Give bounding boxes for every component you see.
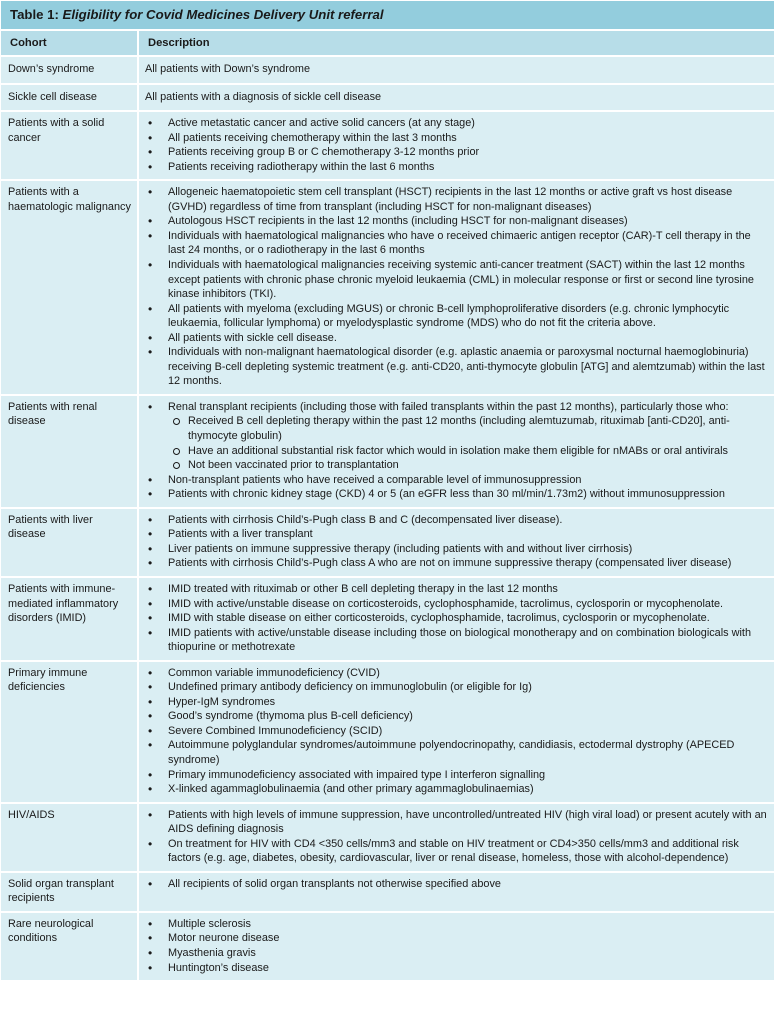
list-item: • Common variable immunodeficiency (CVID) <box>168 666 768 681</box>
list-item: • Patients receiving group B or C chemotherapy 3-12 months prior <box>168 145 768 160</box>
cohort-cell: Sickle cell disease <box>1 84 138 112</box>
description-cell <box>138 661 774 803</box>
cohort-cell: HIV/AIDS <box>1 803 138 872</box>
list-item: • Good’s syndrome (thymoma plus B-cell deficiency) <box>168 709 768 724</box>
description-cell: All patients with Down’s syndrome <box>138 56 774 84</box>
eligibility-document <box>1 1 774 1022</box>
list-item: • Allogeneic haematopoietic stem cell transplant (HSCT) recipients in the last 12 months or active graft vs host disease (GVHD) regardless of time from transplant (including HSCT for non-malignant diseases) <box>168 185 768 214</box>
table-row <box>1 84 774 112</box>
list-item: • Multiple sclerosis <box>168 917 768 932</box>
list-item: • IMID patients with active/unstable disease including those on biological monotherapy and on combination biologicals with thiopurine or methotrexate <box>168 626 768 655</box>
list-item: • Patients with high levels of immune suppression, have uncontrolled/untreated HIV (high viral load) or present acutely with an AIDS defining diagnosis <box>168 808 768 837</box>
list-item: • Active metastatic cancer and active solid cancers (at any stage) <box>168 116 768 131</box>
bullet-list <box>145 116 768 174</box>
header-cohort: Cohort <box>1 31 138 56</box>
renal-intro: Renal transplant recipients (including those with failed transplants within the past 12 months), particularly those who: <box>168 400 729 413</box>
description-cell <box>138 803 774 872</box>
description-cell <box>138 912 774 981</box>
table-row <box>1 180 774 395</box>
list-item: • All patients receiving chemotherapy within the last 3 months <box>168 131 768 146</box>
list-item <box>168 400 768 473</box>
list-item: • IMID with stable disease on either corticosteroids, cyclophosphamide, tacrolimus, cyclosporin or mycophenolate. <box>168 611 768 626</box>
list-item: • IMID with active/unstable disease on corticosteroids, cyclophosphamide, tacrolimus, cyclosporin or mycophenolate. <box>168 597 768 612</box>
list-item: • All patients with myeloma (excluding MGUS) or chronic B-cell lymphoproliferative disorders (e.g. chronic lymphocytic leukaemia, follicular lymphoma) or myelodysplastic syndrome (MDS) who do not fit the criteria above. <box>168 302 768 331</box>
bullet-list <box>145 877 768 892</box>
bullet-list <box>145 185 768 389</box>
description-cell <box>138 577 774 661</box>
table-row <box>1 803 774 872</box>
cohort-cell: Patients with a haematologic malignancy <box>1 180 138 395</box>
sub-list-item: Have an additional substantial risk factor which would in isolation make them eligible for nMABs or oral antivirals <box>188 444 768 459</box>
description-cell <box>138 180 774 395</box>
table-row <box>1 395 774 508</box>
list-item: • Myasthenia gravis <box>168 946 768 961</box>
list-item: • All patients with sickle cell disease. <box>168 331 768 346</box>
table-row <box>1 577 774 661</box>
list-item: • X-linked agammaglobulinaemia (and other primary agammaglobulinaemias) <box>168 782 768 797</box>
list-item: • On treatment for HIV with CD4 <350 cells/mm3 and stable on HIV treatment or CD4>350 cells/mm3 and additional risk factors (e.g. age, diabetes, obesity, cardiovascular, liver or renal disease, homeless, those with alcohol-dependence) <box>168 837 768 866</box>
list-item: • Hyper-IgM syndromes <box>168 695 768 710</box>
list-item: • IMID treated with rituximab or other B cell depleting therapy in the last 12 months <box>168 582 768 597</box>
bullet-list <box>145 582 768 655</box>
cohort-cell: Patients with a solid cancer <box>1 111 138 180</box>
cohort-cell: Rare neurological conditions <box>1 912 138 981</box>
list-item: • Individuals with haematological malignancies receiving systemic anti-cancer treatment (SACT) within the last 12 months except patients with chronic phase chronic myeloid leukaemia (CML) in molecular response or first or second line tyrosine kinase inhibitors (TKI). <box>168 258 768 302</box>
table-row <box>1 872 774 912</box>
description-cell <box>138 395 774 508</box>
cohort-cell: Patients with immune-mediated inflammatory disorders (IMID) <box>1 577 138 661</box>
list-item: • Motor neurone disease <box>168 931 768 946</box>
table-caption <box>1 1 774 31</box>
bullet-list <box>145 513 768 571</box>
cohort-cell: Patients with liver disease <box>1 508 138 577</box>
table-row <box>1 661 774 803</box>
list-item: • Individuals with non-malignant haematological disorder (e.g. aplastic anaemia or paroxysmal nocturnal haemoglobinuria) receiving B-cell depleting systemic treatment (e.g. anti-CD20, anti-thymocyte globulin [ATG] and alemtzumab) within the last 12 months. <box>168 345 768 389</box>
list-item: • Patients with a liver transplant <box>168 527 768 542</box>
table-row <box>1 111 774 180</box>
list-item: • Patients with cirrhosis Child’s-Pugh class A who are not on immune suppressive therapy (compensated liver disease) <box>168 556 768 571</box>
caption-title: Eligibility for Covid Medicines Delivery Unit referral <box>62 7 384 22</box>
cohort-cell: Primary immune deficiencies <box>1 661 138 803</box>
table-row <box>1 56 774 84</box>
list-item: • Huntington’s disease <box>168 961 768 976</box>
header-description: Description <box>138 31 774 56</box>
table-header-row <box>1 31 774 56</box>
list-item: • Individuals with haematological malignancies who have o received chimaeric antigen receptor (CAR)-T cell therapy in the last 24 months, or o radiotherapy in the last 6 months <box>168 229 768 258</box>
sub-list-item: Not been vaccinated prior to transplantation <box>188 458 768 473</box>
description-cell <box>138 111 774 180</box>
cohort-cell: Patients with renal disease <box>1 395 138 508</box>
caption-number: Table 1: <box>10 7 59 22</box>
list-item: • Patients receiving radiotherapy within the last 6 months <box>168 160 768 175</box>
eligibility-table <box>1 31 774 982</box>
table-row <box>1 912 774 981</box>
list-item: • Liver patients on immune suppressive therapy (including patients with and without liver cirrhosis) <box>168 542 768 557</box>
list-item: • Primary immunodeficiency associated with impaired type I interferon signalling <box>168 768 768 783</box>
list-item: • Autoimmune polyglandular syndromes/autoimmune polyendocrinopathy, candidiasis, ectodermal dystrophy (APECED syndrome) <box>168 738 768 767</box>
list-item: • Severe Combined Immunodeficiency (SCID) <box>168 724 768 739</box>
sub-bullet-list <box>168 414 768 472</box>
bullet-list <box>145 400 768 502</box>
table-row <box>1 508 774 577</box>
bullet-list <box>145 917 768 975</box>
bullet-list <box>145 808 768 866</box>
description-cell: All patients with a diagnosis of sickle cell disease <box>138 84 774 112</box>
description-cell <box>138 872 774 912</box>
list-item: • Patients with chronic kidney stage (CKD) 4 or 5 (an eGFR less than 30 ml/min/1.73m2) without immunosuppression <box>168 487 768 502</box>
list-item: • Undefined primary antibody deficiency on immunoglobulin (or eligible for Ig) <box>168 680 768 695</box>
cohort-cell: Down’s syndrome <box>1 56 138 84</box>
list-item: • Autologous HSCT recipients in the last 12 months (including HSCT for non-malignant diseases) <box>168 214 768 229</box>
sub-list-item: Received B cell depleting therapy within the past 12 months (including alemtuzumab, rituximab [anti-CD20], anti-thymocyte globulin) <box>188 414 768 443</box>
description-cell <box>138 508 774 577</box>
list-item: • Non-transplant patients who have received a comparable level of immunosuppression <box>168 473 768 488</box>
cohort-cell: Solid organ transplant recipients <box>1 872 138 912</box>
list-item: • Patients with cirrhosis Child’s-Pugh class B and C (decompensated liver disease). <box>168 513 768 528</box>
list-item: • All recipients of solid organ transplants not otherwise specified above <box>168 877 768 892</box>
bullet-list <box>145 666 768 797</box>
